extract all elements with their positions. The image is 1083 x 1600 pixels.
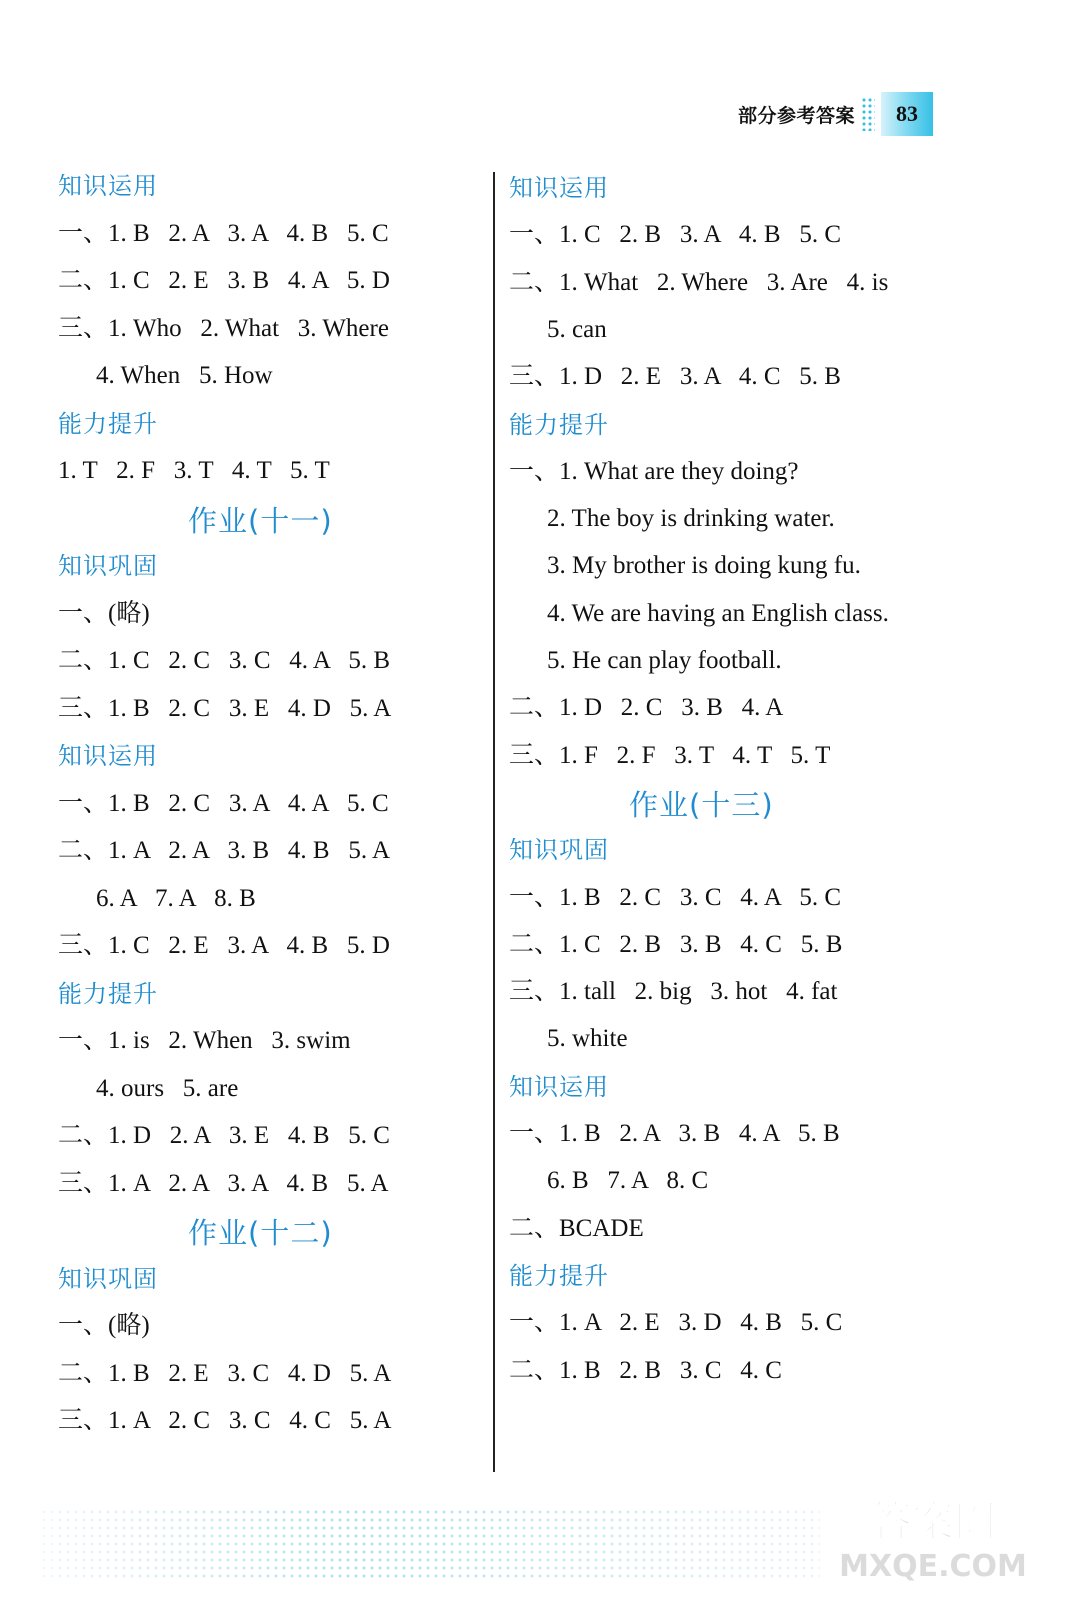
section-heading: 能力提升	[509, 1261, 609, 1290]
answer-line: 二、1. D 2. C 3. B 4. A	[509, 694, 784, 722]
answer-line: 三、1. F 2. F 3. T 4. T 5. T	[509, 741, 831, 769]
answer-line: 三、1. D 2. E 3. A 4. C 5. B	[509, 363, 841, 391]
answer-line: 三、1. A 2. C 3. C 4. C 5. A	[58, 1407, 392, 1434]
answer-line: 4. We are having an English class.	[547, 599, 889, 627]
assignment-title: 作业(十二)	[188, 1216, 333, 1250]
answer-line: 一、1. What are they doing?	[509, 457, 799, 485]
assignment-title: 作业(十三)	[629, 787, 774, 822]
section-heading: 知识巩固	[58, 1264, 158, 1293]
answer-line: 6. A 7. A 8. B	[96, 884, 256, 912]
answer-line: 4. ours 5. are	[96, 1074, 239, 1102]
answer-line: 一、1. B 2. A 3. B 4. A 5. B	[509, 1120, 840, 1147]
answer-line: 一、1. A 2. E 3. D 4. B 5. C	[509, 1309, 843, 1337]
answer-line: 一、(略)	[58, 1312, 150, 1339]
section-heading: 能力提升	[58, 409, 158, 438]
answer-line: 一、1. B 2. A 3. A 4. B 5. C	[58, 219, 389, 247]
answer-line: 三、1. C 2. E 3. A 4. B 5. D	[58, 932, 390, 959]
column-divider	[493, 172, 495, 1472]
section-heading: 知识运用	[509, 174, 609, 202]
header-title: 部分参考答案	[737, 104, 855, 127]
answer-line: 一、(略)	[58, 599, 150, 627]
answer-line: 二、1. C 2. B 3. B 4. C 5. B	[509, 930, 843, 958]
assignment-title: 作业(十一)	[188, 503, 333, 538]
answer-line: 二、1. B 2. E 3. C 4. D 5. A	[58, 1359, 392, 1387]
svg-text:答案圈: 答案圈	[869, 1497, 997, 1546]
answer-line: 二、1. D 2. A 3. E 4. B 5. C	[58, 1122, 390, 1149]
answer-line: 二、BCADE	[509, 1214, 644, 1242]
section-heading: 知识运用	[509, 1072, 609, 1101]
answer-line: 2. The boy is drinking water.	[547, 505, 835, 533]
answer-line: 5. can	[547, 315, 607, 343]
section-heading: 知识运用	[58, 172, 158, 200]
answer-line: 一、1. is 2. When 3. swim	[58, 1027, 351, 1054]
section-heading: 知识巩固	[509, 836, 609, 865]
answer-line: 三、1. B 2. C 3. E 4. D 5. A	[58, 694, 392, 722]
answer-line: 三、1. tall 2. big 3. hot 4. fat	[509, 978, 838, 1006]
answer-line: 一、1. C 2. B 3. A 4. B 5. C	[509, 221, 841, 249]
answer-line: 二、1. C 2. C 3. C 4. A 5. B	[58, 647, 390, 674]
answer-line: 二、1. A 2. A 3. B 4. B 5. A	[58, 837, 390, 864]
answer-line: 一、1. B 2. C 3. C 4. A 5. C	[509, 883, 841, 911]
answer-line: 二、1. C 2. E 3. B 4. A 5. D	[58, 267, 390, 294]
section-heading: 知识巩固	[58, 552, 158, 580]
answer-line: 5. white	[547, 1025, 628, 1053]
watermark-logo	[813, 1486, 1053, 1586]
footer-dots-decoration	[40, 1508, 820, 1578]
header-dots-decoration	[861, 97, 875, 131]
answer-line: 三、1. A 2. A 3. A 4. B 5. A	[58, 1169, 389, 1197]
answer-line: 6. B 7. A 8. C	[547, 1167, 709, 1195]
page-number: 83	[881, 92, 933, 136]
answer-line: 4. When 5. How	[96, 362, 273, 389]
answer-line: 二、1. B 2. B 3. C 4. C	[509, 1356, 782, 1384]
answer-line: 二、1. What 2. Where 3. Are 4. is	[509, 268, 889, 296]
answer-line: 三、1. Who 2. What 3. Where	[58, 314, 389, 342]
section-heading: 能力提升	[58, 979, 158, 1008]
answer-line: 3. My brother is doing kung fu.	[547, 552, 861, 580]
page-header	[738, 92, 933, 136]
answer-line: 5. He can play football.	[547, 647, 782, 674]
answer-line: 一、1. B 2. C 3. A 4. A 5. C	[58, 789, 389, 817]
svg-text:MXQE.COM: MXQE.COM	[839, 1549, 1027, 1584]
section-heading: 能力提升	[509, 410, 609, 439]
answer-line: 1. T 2. F 3. T 4. T 5. T	[58, 457, 330, 484]
section-heading: 知识运用	[58, 742, 158, 770]
